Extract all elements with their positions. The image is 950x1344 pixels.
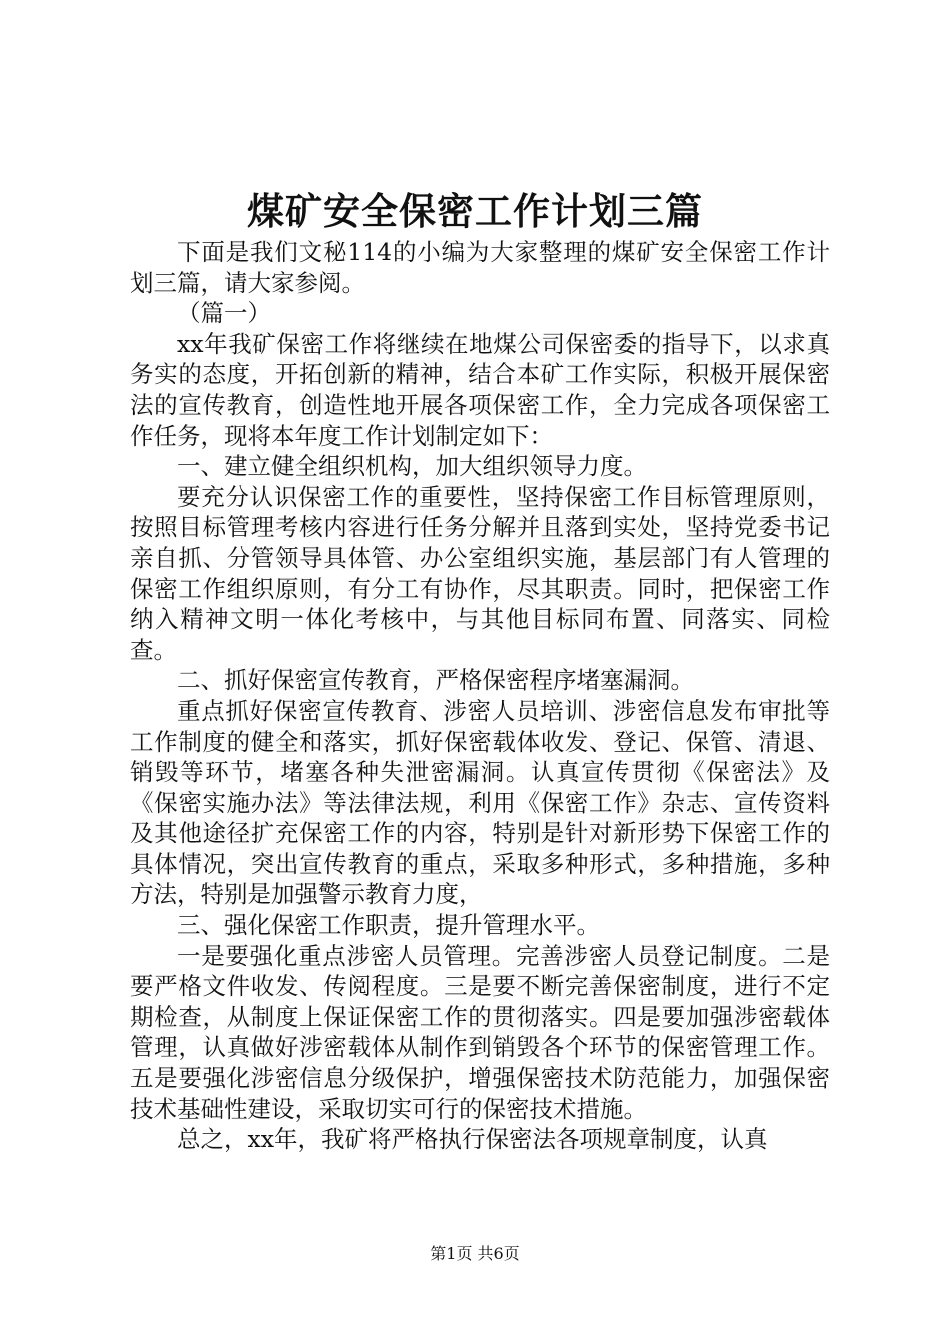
heading-item-3: 三、强化保密工作职责，提升管理水平。 <box>177 911 600 940</box>
heading-item-1: 一、建立健全组织机构，加大组织领导力度。 <box>177 452 647 481</box>
document-body <box>130 237 830 1155</box>
paragraph-section-label: （篇一） <box>177 299 271 328</box>
paragraph-summary: 总之，xx年，我矿将严格执行保密法各项规章制度，认真 <box>177 1125 768 1154</box>
paragraph-intro: 下面是我们文秘114的小编为大家整理的煤矿安全保密工作计划三篇，请大家参阅。 <box>130 238 830 297</box>
paragraph-item-3: 一是要强化重点涉密人员管理。完善涉密人员登记制度。二是要严格文件收发、传阅程度。三是要不断完善保密制度，进行不定期检查，从制度上保证保密工作的贯彻落实。四是要加强涉密载体管理，认真做好涉密载体从制作到销毁各个环节的保密管理工作。五是要强化涉密信息分级保护，增强保密技术防范能力，加强保密技术基础性建设，采取切实可行的保密技术措施。 <box>130 941 830 1123</box>
heading-item-2: 二、抓好保密宣传教育，严格保密程序堵塞漏洞。 <box>177 666 694 695</box>
paragraph-overview: xx年我矿保密工作将继续在地煤公司保密委的指导下，以求真务实的态度，开拓创新的精神，结合本矿工作实际，积极开展保密法的宣传教育，创造性地开展各项保密工作，全力完成各项保密工作任务，现将本年度工作计划制定如下： <box>130 329 830 450</box>
paragraph-item-2: 重点抓好保密宣传教育、涉密人员培训、涉密信息发布审批等工作制度的健全和落实，抓好保密载体收发、登记、保管、清退、销毁等环节，堵塞各种失泄密漏洞。认真宣传贯彻《保密法》及《保密实施办法》等法律法规，利用《保密工作》杂志、宣传资料及其他途径扩充保密工作的内容，特别是针对新形势下保密工作的具体情况，突出宣传教育的重点，采取多种形式，多种措施，多种方法，特别是加强警示教育力度， <box>130 696 830 909</box>
paragraph-item-1: 要充分认识保密工作的重要性，坚持保密工作目标管理原则，按照目标管理考核内容进行任务分解并且落到实处，坚持党委书记亲自抓、分管领导具体管、办公室组织实施，基层部门有人管理的保密工作组织原则，有分工有协作，尽其职责。同时，把保密工作纳入精神文明一体化考核中，与其他目标同布置、同落实、同检查。 <box>130 482 830 664</box>
document-title: 煤矿安全保密工作计划三篇 <box>247 189 703 233</box>
page-number-footer: 第1页 共6页 <box>430 1244 520 1263</box>
